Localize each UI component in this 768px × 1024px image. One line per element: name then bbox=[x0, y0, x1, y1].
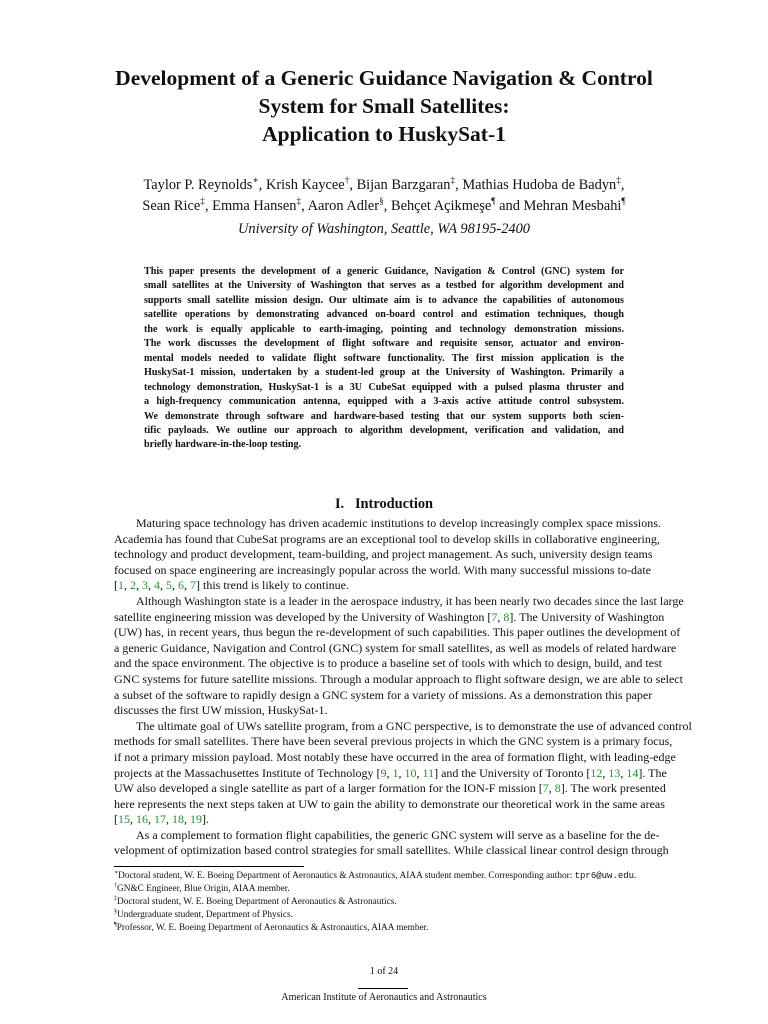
body-text: , bbox=[160, 578, 166, 593]
footnote bbox=[114, 896, 651, 909]
body-text: , bbox=[184, 812, 190, 827]
abstract bbox=[144, 265, 624, 453]
body-line bbox=[114, 609, 665, 626]
abstract-line: supports small satellite mission design. Our ultimate aim is to advance the capabilities of autonomous bbox=[144, 294, 624, 306]
citation-link[interactable]: 13 bbox=[608, 765, 621, 780]
footnote-mark: § bbox=[114, 908, 118, 915]
body-text: [ bbox=[114, 578, 118, 593]
abstract-line: small satellites at the University of Washington that serves as a testbed for algorithm development and bbox=[144, 280, 624, 292]
body-line bbox=[114, 516, 661, 532]
body-text: , bbox=[136, 578, 142, 593]
author-mark: ¶ bbox=[621, 197, 626, 208]
author-list bbox=[60, 175, 708, 217]
body-text: projects at the Massachusettes Institute of Technology [ bbox=[114, 765, 381, 780]
body-text: , bbox=[386, 765, 393, 780]
footnote-mark: ‡ bbox=[114, 895, 118, 902]
footnote-email[interactable]: tpr6@uw.edu bbox=[574, 871, 635, 881]
body-text: ] and the University of Toronto [ bbox=[434, 765, 591, 780]
body-text: focused on space engineering are increasingly popular across the world. With many successful missions to-date bbox=[114, 562, 651, 577]
author-line bbox=[60, 196, 708, 217]
body-text: ]. The University of Washington bbox=[509, 609, 665, 624]
introduction-body bbox=[114, 516, 692, 859]
author-separator: and bbox=[495, 198, 524, 214]
body-line bbox=[114, 734, 673, 750]
body-text: ] this trend is likely to continue. bbox=[196, 578, 349, 593]
body-text: , bbox=[497, 609, 504, 624]
footnote-mark: † bbox=[114, 882, 118, 889]
citation-link[interactable]: 9 bbox=[380, 765, 387, 780]
body-line bbox=[114, 671, 683, 688]
author-separator: , bbox=[258, 177, 266, 193]
title-line: Application to HuskySat-1 bbox=[262, 122, 506, 146]
section-number: I. bbox=[334, 496, 345, 512]
body-text: , bbox=[172, 578, 178, 593]
citation-link[interactable]: 18 bbox=[172, 812, 184, 827]
citation-link[interactable]: 16 bbox=[136, 812, 148, 827]
body-text: a subset of the software to rapidly design a GNC system for a variety of missions. As a demonstration this paper bbox=[114, 687, 653, 702]
body-line bbox=[114, 765, 667, 782]
author-mark: ‡ bbox=[296, 197, 302, 208]
abstract-line: mental models needed to validate flight software functionality. The first mission application is the bbox=[144, 352, 624, 364]
footnote bbox=[114, 909, 651, 922]
abstract-line: tific payloads. We outline our approach to algorithm development, verification and validation, and bbox=[144, 424, 624, 436]
body-line bbox=[114, 547, 651, 563]
body-text: As a complement to formation flight capabilities, the generic GNC system will serve as a baseline for the de- bbox=[136, 827, 660, 842]
footnote-text: Doctoral student, W. E. Boeing Department of Aeronautics & Astronautics. bbox=[117, 897, 397, 907]
footnote-text: GN&C Engineer, Blue Origin, AIAA member. bbox=[117, 884, 290, 894]
citation-link[interactable]: 17 bbox=[154, 812, 166, 827]
body-text: Although Washington state is a leader in the aerospace industry, it has been nearly two decades since the last large bbox=[136, 593, 684, 608]
body-text: Maturing space technology has driven academic institutions to develop increasingly complex space missions. bbox=[136, 516, 661, 530]
author-separator: , bbox=[620, 177, 625, 193]
body-line bbox=[114, 796, 665, 813]
body-line bbox=[114, 531, 660, 548]
body-text: , bbox=[398, 765, 405, 780]
author-name: Aaron Adler bbox=[307, 198, 380, 214]
body-text: ]. The bbox=[638, 765, 667, 780]
body-line bbox=[114, 827, 660, 844]
body-line bbox=[114, 703, 651, 719]
footer-rule bbox=[358, 988, 408, 989]
footnote-tail: . bbox=[634, 871, 637, 881]
body-line bbox=[114, 625, 681, 641]
publisher: American Institute of Aeronautics and Astronautics bbox=[281, 992, 487, 1003]
author-name: Taylor P. Reynolds bbox=[143, 177, 253, 193]
citation-link[interactable]: 15 bbox=[118, 812, 130, 827]
footnote-text: Professor, W. E. Boeing Department of Aeronautics & Astronautics, AIAA member. bbox=[116, 923, 429, 933]
citation-link[interactable]: 3 bbox=[142, 578, 148, 593]
author-separator: , bbox=[383, 198, 391, 214]
body-line bbox=[114, 656, 662, 672]
author-separator: , bbox=[301, 198, 308, 214]
body-text: , bbox=[548, 781, 555, 796]
footnote bbox=[114, 870, 651, 883]
abstract-line: satellite operations by demonstrating advanced on-board control and estimation techniques, though bbox=[144, 309, 624, 321]
author-separator: , bbox=[349, 177, 357, 193]
author-name: Bijan Barzgaran bbox=[356, 177, 451, 193]
body-line bbox=[114, 688, 651, 704]
body-line bbox=[114, 843, 669, 859]
body-text: here represents the next steps taken at UW to gain the ability to demonstrate our theoretical work in the same areas bbox=[114, 796, 665, 811]
footnotes bbox=[114, 866, 651, 935]
body-text: , bbox=[184, 578, 190, 593]
citation-link[interactable]: 1 bbox=[118, 578, 124, 593]
abstract-line: briefly hardware-in-the-loop testing. bbox=[144, 439, 302, 451]
footnote-text: Undergraduate student, Department of Physics. bbox=[117, 910, 293, 920]
page-number: 1 of 24 bbox=[369, 966, 399, 977]
citation-link[interactable]: 14 bbox=[626, 765, 639, 780]
body-line bbox=[114, 718, 692, 735]
body-text: The ultimate goal of UWs satellite program, from a GNC perspective, is to demonstrate the use of advanced control bbox=[136, 718, 692, 733]
body-text: and the space environment. The objective is to produce a baseline set of tools with which to design, build, and test bbox=[114, 656, 662, 671]
author-name: Behçet Açikmeşe bbox=[390, 198, 492, 214]
author-mark: ∗ bbox=[252, 176, 259, 187]
citation-link[interactable]: 1 bbox=[392, 765, 399, 780]
citation-link[interactable]: 5 bbox=[166, 578, 172, 593]
citation-link[interactable]: 4 bbox=[154, 578, 160, 593]
section-heading bbox=[60, 494, 708, 514]
body-line bbox=[114, 812, 651, 828]
body-text: , bbox=[416, 765, 423, 780]
body-line bbox=[114, 749, 676, 766]
body-text: [ bbox=[114, 812, 118, 827]
citation-link[interactable]: 7 bbox=[491, 609, 498, 624]
body-text: , bbox=[166, 812, 172, 827]
author-name: Mathias Hudoba de Badyn bbox=[462, 177, 617, 193]
author-mark: ‡ bbox=[450, 176, 456, 187]
author-mark: ‡ bbox=[200, 197, 205, 208]
author-name: Sean Rice bbox=[142, 198, 201, 214]
author-separator: , bbox=[204, 198, 213, 214]
body-line bbox=[114, 578, 651, 594]
body-text: ]. bbox=[202, 812, 209, 827]
body-text: if not a primary mission payload. Most notably these have occurred in the area of formation flight, with leading-edge bbox=[114, 749, 676, 764]
body-text: , bbox=[130, 812, 136, 827]
footnote-mark: ¶ bbox=[114, 921, 117, 928]
abstract-line: technology demonstration, HuskySat-1 is a 3U CubeSat equipped with a pulsed plasma thruster and bbox=[144, 381, 624, 393]
section-title: Introduction bbox=[354, 496, 434, 512]
body-text: , bbox=[148, 812, 154, 827]
author-name: Krish Kaycee bbox=[265, 177, 345, 193]
affiliation: University of Washington, Seattle, WA 98195-2400 bbox=[238, 221, 530, 237]
body-text: technology and product development, team-building, and project management. As such, university design teams bbox=[114, 547, 653, 562]
body-text: Academia has found that CubeSat programs are an exceptional tool to develop skills in collaborative engineering, bbox=[114, 531, 660, 546]
body-text: GNC systems for future satellite missions. Through a modular approach to flight software design, we are able to select bbox=[114, 671, 683, 686]
abstract-line: We demonstrate through software and hardware-based testing that our system supports both scien- bbox=[144, 410, 624, 422]
abstract-line: This paper presents the development of a generic Guidance, Navigation & Control (GNC) system for bbox=[144, 266, 624, 277]
body-line bbox=[114, 593, 684, 610]
body-text: , bbox=[620, 765, 627, 780]
author-line bbox=[60, 175, 708, 196]
author-mark: ¶ bbox=[491, 197, 496, 208]
abstract-line: a high-frequency communication antenna, equipped with a 3-axis active attitude control subsystem. bbox=[144, 396, 624, 408]
body-text: ]. The work presented bbox=[560, 781, 666, 796]
citation-link[interactable]: 12 bbox=[590, 765, 603, 780]
body-line bbox=[114, 781, 666, 797]
footnote-rule bbox=[114, 866, 304, 867]
abstract-line: The work discusses the development of flight software and requisite sensor, actuator and environ- bbox=[144, 338, 624, 350]
footnote-text: Doctoral student, W. E. Boeing Department of Aeronautics & Astronautics, AIAA student member. Corresponding author: bbox=[118, 871, 575, 881]
citation-link[interactable]: 6 bbox=[178, 578, 184, 593]
citation-link[interactable]: 8 bbox=[554, 781, 561, 796]
body-text: velopment of optimization based control strategies for small satellites. While classical linear control design through bbox=[114, 843, 669, 858]
footnote-mark: ∗ bbox=[114, 869, 119, 876]
body-text: satellite engineering mission was developed by the University of Washington [ bbox=[114, 609, 492, 624]
body-text: a generic Guidance, Navigation and Control (GNC) system for small satellites, as well as models of related hardware bbox=[114, 640, 677, 655]
citation-link[interactable]: 2 bbox=[130, 578, 136, 593]
body-text: methods for small satellites. There have been several previous projects in which the GNC system is a primary focus, bbox=[114, 734, 673, 749]
footnote bbox=[114, 883, 651, 896]
abstract-line: HuskySat-1 mission, undertaken by a student-led group at the University of Washington. Primarily a bbox=[144, 367, 624, 379]
citation-link[interactable]: 7 bbox=[542, 781, 549, 796]
body-text: (UW) has, in recent years, thus begun the re-development of such capabilities. This paper outlines the development of bbox=[114, 625, 681, 640]
body-text: UW also developed a single satellite as part of a larger formation for the ION-F mission [ bbox=[114, 781, 543, 796]
author-name: Mehran Mesbahi bbox=[523, 198, 622, 214]
author-name: Emma Hansen bbox=[212, 198, 297, 214]
abstract-line: the work is equally applicable to earth-imaging, pointing and technology demonstration missions. bbox=[144, 323, 624, 335]
citation-link[interactable]: 19 bbox=[190, 812, 202, 827]
citation-link[interactable]: 10 bbox=[404, 765, 417, 780]
citation-link[interactable]: 7 bbox=[190, 578, 196, 593]
citation-link[interactable]: 11 bbox=[422, 765, 435, 780]
citation-link[interactable]: 8 bbox=[503, 609, 510, 624]
author-mark: † bbox=[344, 176, 350, 187]
body-text: discusses the first UW mission, HuskySat-1. bbox=[114, 703, 328, 718]
author-separator: , bbox=[455, 177, 463, 193]
paper-title bbox=[60, 64, 708, 148]
author-mark: § bbox=[379, 197, 384, 208]
author-mark: ‡ bbox=[616, 176, 621, 187]
body-text: , bbox=[124, 578, 130, 593]
body-line bbox=[114, 640, 677, 657]
body-text: , bbox=[148, 578, 154, 593]
title-line: Development of a Generic Guidance Navigation & Control bbox=[115, 66, 653, 90]
footnote bbox=[114, 922, 651, 935]
body-text: , bbox=[602, 765, 609, 780]
title-line: System for Small Satellites: bbox=[258, 94, 510, 118]
body-line bbox=[114, 563, 651, 579]
